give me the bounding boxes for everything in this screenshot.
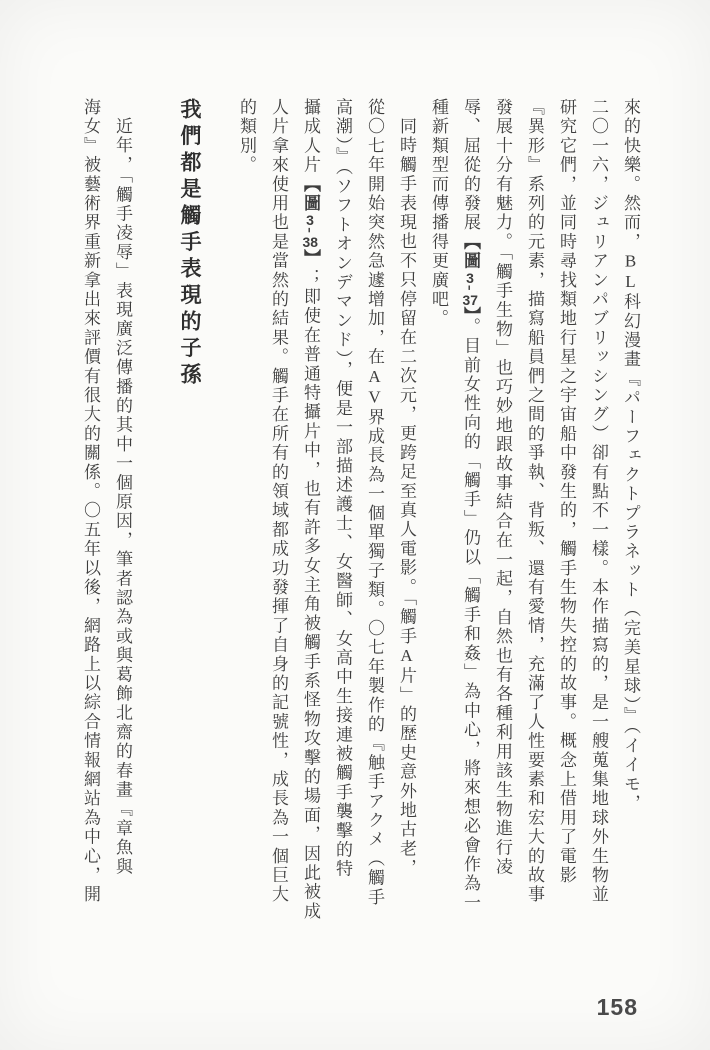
figure-reference-part: 】 [461,306,480,318]
text-column: 攝成人片【圖3-38】；即使在普通特攝片中，也有許多女主角被觸手系怪物攻擊的場面，因此被成 [301,98,320,922]
text-column: 種新類型而傳播得更廣吧。 [429,98,448,329]
upright-latin: A [397,646,416,667]
figure-reference-part: 【圖 [461,232,480,271]
text-column: 發展十分有魅力。「觸手生物」也巧妙地跟故事結合在一起，自然也有各種利用該生物進行凌 [493,98,512,877]
text-column: 人片拿來使用也是當然的結果。觸手在所有的領域都成功發揮了自身的記號性，成長為一個巨大 [269,98,288,905]
figure-reference-part: 【圖 [301,174,320,214]
text-column: 同時觸手表現也不只停留在二次元，更跨足至真人電影。「觸手A片」的歷史意外地古老， [397,117,416,878]
text-column: 研究它們，並同時尋找類地行星之宇宙船中發生的，觸手生物失控的故事。概念上借用了電影 [557,98,576,886]
text-column: 海女』被藝術界重新拿出來評價有很大的關係。〇五年以後，網路上以綜合情報網站為中心，開 [81,98,100,905]
figure-reference-part: - [461,284,480,293]
figure-reference-part: 】 [301,249,320,269]
section-heading: 我們都是觸手表現的子孫 [178,98,201,390]
upright-latin: AV [365,366,384,408]
text-area [74,98,646,922]
text-column: 的類別。 [237,98,256,175]
figure-reference-part: - [301,227,320,236]
text-column: 從〇七年開始突然急遽增加，在AV界成長為一個單獨子類。〇七年製作的『触手アクメ（觸手 [365,98,384,908]
text-column: 來的快樂。然而，BL科幻漫畫『パーフェクトプラネット（完美星球）』（イイモ， [621,98,640,814]
text-column: 辱、屈從的發展【圖3-37】。目前女性向的「觸手」仍以「觸手和姦」為中心，將來想必會作為一 [461,98,480,913]
text-column: 近年，「觸手凌辱」表現廣泛傳播的其中一個原因，筆者認為或與葛飾北齋的春畫『章魚與 [113,117,132,877]
figure-reference-part: 37 [462,292,478,307]
text-column: 二〇一六，ジュリアンパブリッシング）卻有點不一樣。本作描寫的，是一艘蒐集地球外生物並 [589,98,608,905]
figure-reference-part: 3 [306,213,314,228]
figure-reference-part: 38 [302,235,318,250]
page-number: 158 [596,994,638,1020]
text-column: 高潮）』（ソフトオンデマンド），便是一部描述護士、女醫師、女高中生接連被觸手襲擊的特 [333,98,352,879]
text-column: 『異形』系列的元素，描寫船員們之間的爭執、背叛、還有愛情，充滿了人性要素和宏大的故事 [525,98,544,905]
upright-latin: BL [621,251,640,293]
figure-reference-part: 3 [466,270,474,285]
